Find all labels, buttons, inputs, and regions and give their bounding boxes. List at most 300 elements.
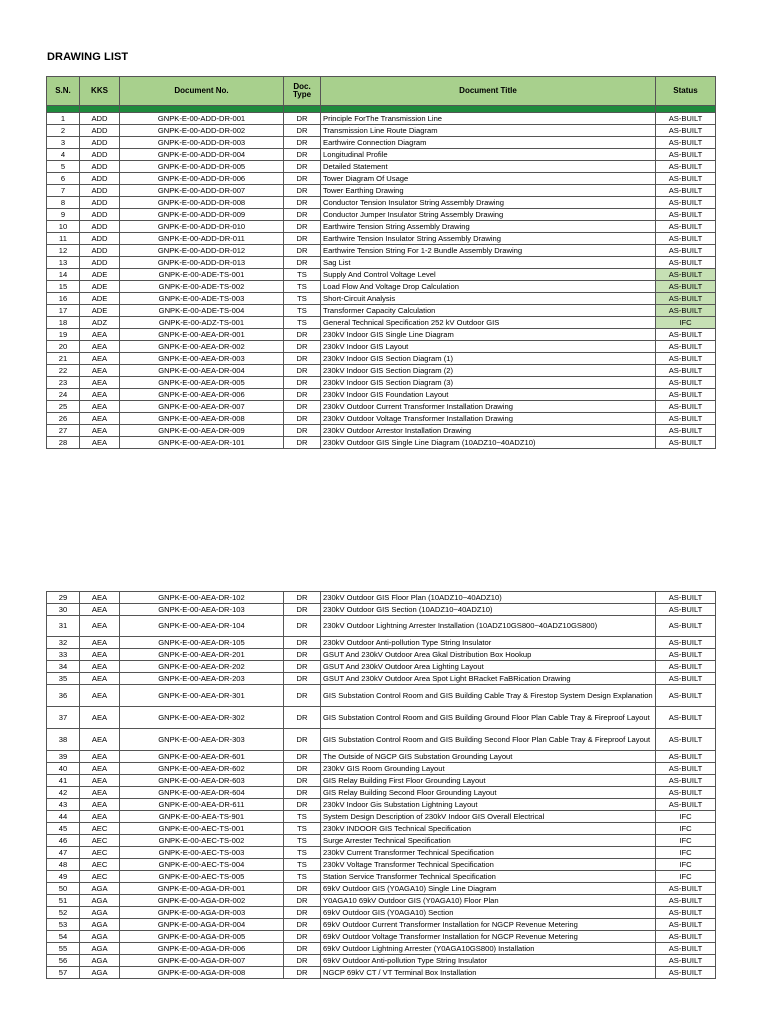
- cell-document-title: 230kV Current Transformer Technical Specification: [321, 847, 656, 859]
- cell-doc-type: DR: [284, 425, 321, 437]
- cell-doc-type: DR: [284, 221, 321, 233]
- cell-status: AS-BUILT: [656, 329, 716, 341]
- cell-status: AS-BUILT: [656, 377, 716, 389]
- table-row: [47, 955, 716, 967]
- table-row: [47, 125, 716, 137]
- cell-doc-type: DR: [284, 883, 321, 895]
- cell-sn: 8: [47, 197, 80, 209]
- cell-sn: 15: [47, 281, 80, 293]
- cell-sn: 2: [47, 125, 80, 137]
- cell-status: AS-BUILT: [656, 943, 716, 955]
- table-row: [47, 685, 716, 707]
- cell-sn: 38: [47, 729, 80, 751]
- cell-document-no: GNPK-E-00-AEA-DR-303: [120, 729, 284, 751]
- cell-document-title: GSUT And 230kV Outdoor Area Spot Light BRacket FaBRication Drawing: [321, 673, 656, 685]
- cell-document-title: Tower Earthing Drawing: [321, 185, 656, 197]
- cell-kks: AGA: [80, 895, 120, 907]
- table-row: [47, 943, 716, 955]
- cell-kks: AEA: [80, 811, 120, 823]
- cell-kks: AEC: [80, 823, 120, 835]
- table-row: [47, 919, 716, 931]
- cell-kks: ADD: [80, 257, 120, 269]
- cell-doc-type: DR: [284, 967, 321, 979]
- cell-doc-type: DR: [284, 955, 321, 967]
- cell-kks: AEA: [80, 341, 120, 353]
- cell-document-title: Earthwire Tension String Assembly Drawing: [321, 221, 656, 233]
- cell-sn: 26: [47, 413, 80, 425]
- cell-document-no: GNPK-E-00-AEA-DR-101: [120, 437, 284, 449]
- cell-kks: AEA: [80, 763, 120, 775]
- cell-document-no: GNPK-E-00-AEA-DR-009: [120, 425, 284, 437]
- cell-status: IFC: [656, 847, 716, 859]
- cell-document-title: Transmission Line Route Diagram: [321, 125, 656, 137]
- cell-document-no: GNPK-E-00-AEC-TS-002: [120, 835, 284, 847]
- cell-sn: 7: [47, 185, 80, 197]
- cell-document-title: Sag List: [321, 257, 656, 269]
- cell-sn: 12: [47, 245, 80, 257]
- cell-document-title: Earthwire Connection Diagram: [321, 137, 656, 149]
- cell-status: AS-BUILT: [656, 685, 716, 707]
- cell-doc-type: TS: [284, 269, 321, 281]
- table-row: [47, 811, 716, 823]
- cell-doc-type: DR: [284, 125, 321, 137]
- table-row: [47, 353, 716, 365]
- cell-document-no: GNPK-E-00-ADD-DR-005: [120, 161, 284, 173]
- cell-status: AS-BUILT: [656, 401, 716, 413]
- table-row: [47, 967, 716, 979]
- cell-kks: AEA: [80, 751, 120, 763]
- cell-kks: AEA: [80, 425, 120, 437]
- table-row: [47, 197, 716, 209]
- cell-kks: ADD: [80, 233, 120, 245]
- cell-doc-type: DR: [284, 377, 321, 389]
- cell-sn: 49: [47, 871, 80, 883]
- table-row: [47, 209, 716, 221]
- cell-status: AS-BUILT: [656, 137, 716, 149]
- cell-document-title: 69kV Outdoor Current Transformer Installation for NGCP Revenue Metering: [321, 919, 656, 931]
- table-row: [47, 365, 716, 377]
- cell-document-title: 230kV Outdoor Lightning Arrester Installation (10ADZ10GS800~40ADZ10GS800): [321, 616, 656, 637]
- cell-document-title: Earthwire Tension String For 1-2 Bundle Assembly Drawing: [321, 245, 656, 257]
- cell-sn: 1: [47, 113, 80, 125]
- cell-kks: AEA: [80, 787, 120, 799]
- cell-sn: 16: [47, 293, 80, 305]
- cell-document-title: Longitudinal Profile: [321, 149, 656, 161]
- cell-document-no: GNPK-E-00-AGA-DR-004: [120, 919, 284, 931]
- cell-document-no: GNPK-E-00-AEA-DR-005: [120, 377, 284, 389]
- cell-status: AS-BUILT: [656, 425, 716, 437]
- cell-doc-type: DR: [284, 616, 321, 637]
- table-row: [47, 592, 716, 604]
- cell-kks: ADE: [80, 281, 120, 293]
- cell-sn: 18: [47, 317, 80, 329]
- cell-status: AS-BUILT: [656, 775, 716, 787]
- table-row: [47, 859, 716, 871]
- page-title: DRAWING LIST: [47, 51, 129, 63]
- cell-kks: AEA: [80, 604, 120, 616]
- cell-doc-type: DR: [284, 919, 321, 931]
- cell-kks: AGA: [80, 967, 120, 979]
- cell-document-title: The Outside of NGCP GIS Substation Grounding Layout: [321, 751, 656, 763]
- cell-document-no: GNPK-E-00-AEA-DR-103: [120, 604, 284, 616]
- cell-document-title: Conductor Tension Insulator String Assembly Drawing: [321, 197, 656, 209]
- cell-document-no: GNPK-E-00-ADD-DR-002: [120, 125, 284, 137]
- cell-document-no: GNPK-E-00-ADD-DR-012: [120, 245, 284, 257]
- cell-doc-type: DR: [284, 592, 321, 604]
- cell-document-no: GNPK-E-00-AEA-DR-603: [120, 775, 284, 787]
- cell-doc-type: DR: [284, 137, 321, 149]
- cell-doc-type: DR: [284, 185, 321, 197]
- cell-status: AS-BUILT: [656, 919, 716, 931]
- cell-sn: 9: [47, 209, 80, 221]
- cell-kks: ADE: [80, 269, 120, 281]
- cell-status: AS-BUILT: [656, 245, 716, 257]
- cell-document-title: GIS Substation Control Room and GIS Building Second Floor Plan Cable Tray & Fireproof Layout: [321, 729, 656, 751]
- cell-status: AS-BUILT: [656, 437, 716, 449]
- table-row: [47, 401, 716, 413]
- cell-document-title: 230kV Outdoor Arrestor Installation Drawing: [321, 425, 656, 437]
- cell-kks: ADZ: [80, 317, 120, 329]
- cell-sn: 34: [47, 661, 80, 673]
- cell-sn: 52: [47, 907, 80, 919]
- cell-document-no: GNPK-E-00-ADD-DR-008: [120, 197, 284, 209]
- cell-kks: AEA: [80, 637, 120, 649]
- cell-document-title: GIS Substation Control Room and GIS Building Ground Floor Plan Cable Tray & Fireproof Layout: [321, 707, 656, 729]
- cell-doc-type: DR: [284, 149, 321, 161]
- cell-document-title: 69kV Outdoor GIS (Y0AGA10) Section: [321, 907, 656, 919]
- table-row: [47, 763, 716, 775]
- table-row: [47, 799, 716, 811]
- cell-document-title: NGCP 69kV CT / VT Terminal Box Installation: [321, 967, 656, 979]
- cell-sn: 37: [47, 707, 80, 729]
- cell-document-no: GNPK-E-00-AEA-DR-004: [120, 365, 284, 377]
- cell-kks: AEA: [80, 401, 120, 413]
- table-row: [47, 377, 716, 389]
- cell-status: AS-BUILT: [656, 637, 716, 649]
- cell-document-title: 69kV Outdoor Lightning Arrester (Y0AGA10GS800) Installation: [321, 943, 656, 955]
- cell-document-no: GNPK-E-00-AEA-DR-203: [120, 673, 284, 685]
- table-row: [47, 775, 716, 787]
- cell-status: AS-BUILT: [656, 221, 716, 233]
- cell-document-title: Detailed Statement: [321, 161, 656, 173]
- table-row: [47, 847, 716, 859]
- table-row: [47, 413, 716, 425]
- cell-status: AS-BUILT: [656, 185, 716, 197]
- cell-kks: AGA: [80, 943, 120, 955]
- cell-kks: AEC: [80, 871, 120, 883]
- cell-document-title: Station Service Transformer Technical Specification: [321, 871, 656, 883]
- cell-document-no: GNPK-E-00-ADD-DR-013: [120, 257, 284, 269]
- cell-document-title: 230kV Outdoor GIS Section (10ADZ10~40ADZ10): [321, 604, 656, 616]
- cell-kks: ADD: [80, 173, 120, 185]
- table-row: [47, 835, 716, 847]
- cell-document-no: GNPK-E-00-AEC-TS-001: [120, 823, 284, 835]
- table-row: [47, 329, 716, 341]
- table-row: [47, 895, 716, 907]
- cell-document-title: Earthwire Tension Insulator String Assembly Drawing: [321, 233, 656, 245]
- cell-status: AS-BUILT: [656, 931, 716, 943]
- table-row: [47, 305, 716, 317]
- cell-document-title: Y0AGA10 69kV Outdoor GIS (Y0AGA10) Floor Plan: [321, 895, 656, 907]
- table-row: [47, 389, 716, 401]
- cell-sn: 3: [47, 137, 80, 149]
- drawing-list-table-1: [46, 76, 716, 449]
- cell-status: AS-BUILT: [656, 661, 716, 673]
- cell-document-no: GNPK-E-00-ADD-DR-003: [120, 137, 284, 149]
- cell-status: AS-BUILT: [656, 707, 716, 729]
- cell-kks: AEC: [80, 847, 120, 859]
- cell-document-no: GNPK-E-00-AEA-DR-602: [120, 763, 284, 775]
- cell-document-no: GNPK-E-00-ADD-DR-010: [120, 221, 284, 233]
- cell-sn: 35: [47, 673, 80, 685]
- cell-document-title: Conductor Jumper Insulator String Assembly Drawing: [321, 209, 656, 221]
- table-2-body: [47, 592, 716, 979]
- cell-doc-type: DR: [284, 197, 321, 209]
- cell-sn: 53: [47, 919, 80, 931]
- table-row: [47, 604, 716, 616]
- cell-document-title: System Design Description of 230kV Indoor GIS Overall Electrical: [321, 811, 656, 823]
- cell-sn: 31: [47, 616, 80, 637]
- cell-doc-type: DR: [284, 729, 321, 751]
- cell-kks: AGA: [80, 883, 120, 895]
- cell-document-no: GNPK-E-00-ADE-TS-002: [120, 281, 284, 293]
- cell-status: AS-BUILT: [656, 649, 716, 661]
- cell-sn: 46: [47, 835, 80, 847]
- cell-document-title: 230kV Outdoor GIS Floor Plan (10ADZ10~40ADZ10): [321, 592, 656, 604]
- table-row: [47, 649, 716, 661]
- cell-document-no: GNPK-E-00-AEA-DR-611: [120, 799, 284, 811]
- cell-document-title: Surge Arrester Technical Specification: [321, 835, 656, 847]
- cell-doc-type: DR: [284, 799, 321, 811]
- cell-status: AS-BUILT: [656, 592, 716, 604]
- table-row: [47, 931, 716, 943]
- cell-kks: AEA: [80, 673, 120, 685]
- cell-doc-type: TS: [284, 281, 321, 293]
- cell-document-title: GIS Substation Control Room and GIS Building Cable Tray & Firestop System Design Explanation: [321, 685, 656, 707]
- cell-document-title: Load Flow And Voltage Drop Calculation: [321, 281, 656, 293]
- cell-status: AS-BUILT: [656, 604, 716, 616]
- cell-doc-type: DR: [284, 161, 321, 173]
- cell-doc-type: DR: [284, 329, 321, 341]
- cell-document-title: 230kV GIS Room Grounding Layout: [321, 763, 656, 775]
- cell-doc-type: DR: [284, 637, 321, 649]
- cell-kks: AEA: [80, 413, 120, 425]
- cell-kks: ADE: [80, 305, 120, 317]
- table-row: [47, 437, 716, 449]
- cell-document-no: GNPK-E-00-AEA-DR-104: [120, 616, 284, 637]
- cell-doc-type: TS: [284, 293, 321, 305]
- cell-status: AS-BUILT: [656, 281, 716, 293]
- cell-document-title: 230kV Outdoor GIS Single Line Diagram (10ADZ10~40ADZ10): [321, 437, 656, 449]
- cell-doc-type: DR: [284, 401, 321, 413]
- cell-doc-type: DR: [284, 365, 321, 377]
- cell-status: AS-BUILT: [656, 907, 716, 919]
- cell-document-title: 230kV Indoor GIS Foundation Layout: [321, 389, 656, 401]
- cell-document-title: 230kV Outdoor Voltage Transformer Installation Drawing: [321, 413, 656, 425]
- cell-kks: AEA: [80, 437, 120, 449]
- cell-sn: 28: [47, 437, 80, 449]
- cell-kks: ADD: [80, 125, 120, 137]
- table-row: [47, 137, 716, 149]
- cell-sn: 4: [47, 149, 80, 161]
- table-row: [47, 113, 716, 125]
- cell-status: AS-BUILT: [656, 353, 716, 365]
- cell-status: AS-BUILT: [656, 729, 716, 751]
- cell-status: AS-BUILT: [656, 293, 716, 305]
- table-row: [47, 707, 716, 729]
- cell-sn: 56: [47, 955, 80, 967]
- cell-kks: AEA: [80, 775, 120, 787]
- cell-sn: 30: [47, 604, 80, 616]
- cell-doc-type: DR: [284, 775, 321, 787]
- cell-doc-type: DR: [284, 257, 321, 269]
- cell-document-title: 230kV Outdoor Anti-pollution Type String Insulator: [321, 637, 656, 649]
- cell-document-no: GNPK-E-00-AEC-TS-004: [120, 859, 284, 871]
- cell-sn: 41: [47, 775, 80, 787]
- cell-document-no: GNPK-E-00-ADD-DR-006: [120, 173, 284, 185]
- cell-doc-type: DR: [284, 707, 321, 729]
- cell-sn: 10: [47, 221, 80, 233]
- cell-sn: 55: [47, 943, 80, 955]
- cell-sn: 25: [47, 401, 80, 413]
- cell-status: IFC: [656, 811, 716, 823]
- cell-document-no: GNPK-E-00-AEA-DR-601: [120, 751, 284, 763]
- cell-kks: ADD: [80, 113, 120, 125]
- cell-document-no: GNPK-E-00-AEA-DR-001: [120, 329, 284, 341]
- cell-kks: ADD: [80, 245, 120, 257]
- cell-doc-type: DR: [284, 787, 321, 799]
- cell-status: AS-BUILT: [656, 341, 716, 353]
- cell-doc-type: DR: [284, 763, 321, 775]
- table-row: [47, 161, 716, 173]
- cell-kks: ADD: [80, 185, 120, 197]
- cell-sn: 23: [47, 377, 80, 389]
- cell-kks: AEA: [80, 799, 120, 811]
- cell-kks: AGA: [80, 931, 120, 943]
- cell-doc-type: TS: [284, 811, 321, 823]
- cell-document-title: GIS Relay Building First Floor Grounding Layout: [321, 775, 656, 787]
- cell-status: AS-BUILT: [656, 149, 716, 161]
- cell-doc-type: DR: [284, 661, 321, 673]
- cell-sn: 42: [47, 787, 80, 799]
- cell-kks: AEA: [80, 661, 120, 673]
- cell-doc-type: TS: [284, 835, 321, 847]
- cell-doc-type: DR: [284, 113, 321, 125]
- cell-status: AS-BUILT: [656, 173, 716, 185]
- cell-doc-type: DR: [284, 353, 321, 365]
- cell-doc-type: DR: [284, 685, 321, 707]
- cell-kks: AEC: [80, 859, 120, 871]
- cell-document-title: 230kV Indoor GIS Section Diagram (2): [321, 365, 656, 377]
- cell-document-no: GNPK-E-00-AEA-DR-202: [120, 661, 284, 673]
- cell-sn: 21: [47, 353, 80, 365]
- cell-status: AS-BUILT: [656, 125, 716, 137]
- cell-status: AS-BUILT: [656, 967, 716, 979]
- cell-status: AS-BUILT: [656, 233, 716, 245]
- cell-document-no: GNPK-E-00-ADD-DR-001: [120, 113, 284, 125]
- cell-kks: AGA: [80, 907, 120, 919]
- table-row: [47, 293, 716, 305]
- cell-kks: AEA: [80, 616, 120, 637]
- cell-document-title: 230kV Indoor GIS Single Line Diagram: [321, 329, 656, 341]
- cell-sn: 48: [47, 859, 80, 871]
- cell-sn: 33: [47, 649, 80, 661]
- cell-document-title: GIS Relay Building Second Floor Grounding Layout: [321, 787, 656, 799]
- cell-sn: 27: [47, 425, 80, 437]
- cell-doc-type: DR: [284, 233, 321, 245]
- col-header-kks: KKS: [80, 77, 120, 106]
- cell-kks: AEC: [80, 835, 120, 847]
- cell-sn: 22: [47, 365, 80, 377]
- cell-status: AS-BUILT: [656, 955, 716, 967]
- cell-kks: AEA: [80, 729, 120, 751]
- cell-status: AS-BUILT: [656, 365, 716, 377]
- cell-sn: 20: [47, 341, 80, 353]
- cell-status: IFC: [656, 859, 716, 871]
- cell-doc-type: TS: [284, 847, 321, 859]
- cell-status: AS-BUILT: [656, 209, 716, 221]
- cell-sn: 57: [47, 967, 80, 979]
- cell-doc-type: DR: [284, 751, 321, 763]
- cell-document-no: GNPK-E-00-ADE-TS-001: [120, 269, 284, 281]
- col-header-status: Status: [656, 77, 716, 106]
- cell-doc-type: TS: [284, 305, 321, 317]
- cell-doc-type: TS: [284, 859, 321, 871]
- cell-status: IFC: [656, 835, 716, 847]
- table-row: [47, 257, 716, 269]
- cell-kks: AEA: [80, 592, 120, 604]
- table-row: [47, 637, 716, 649]
- cell-document-title: Short-Circuit Analysis: [321, 293, 656, 305]
- table-row: [47, 341, 716, 353]
- cell-doc-type: DR: [284, 895, 321, 907]
- cell-sn: 6: [47, 173, 80, 185]
- table-row: [47, 673, 716, 685]
- cell-document-title: Supply And Control Voltage Level: [321, 269, 656, 281]
- cell-sn: 17: [47, 305, 80, 317]
- header-row: [47, 77, 716, 106]
- cell-sn: 54: [47, 931, 80, 943]
- cell-document-no: GNPK-E-00-AEA-DR-604: [120, 787, 284, 799]
- col-header-document-no: Document No.: [120, 77, 284, 106]
- cell-sn: 11: [47, 233, 80, 245]
- cell-doc-type: DR: [284, 245, 321, 257]
- cell-document-title: 69kV Outdoor Voltage Transformer Installation for NGCP Revenue Metering: [321, 931, 656, 943]
- table-row: [47, 787, 716, 799]
- cell-status: AS-BUILT: [656, 269, 716, 281]
- cell-kks: AEA: [80, 353, 120, 365]
- cell-status: AS-BUILT: [656, 389, 716, 401]
- cell-kks: AEA: [80, 377, 120, 389]
- cell-kks: ADD: [80, 197, 120, 209]
- cell-kks: AEA: [80, 707, 120, 729]
- cell-sn: 24: [47, 389, 80, 401]
- table-row: [47, 425, 716, 437]
- cell-document-title: 230kV Indoor GIS Section Diagram (1): [321, 353, 656, 365]
- table-row: [47, 907, 716, 919]
- cell-kks: AGA: [80, 955, 120, 967]
- table-1-body: [47, 113, 716, 449]
- cell-sn: 19: [47, 329, 80, 341]
- cell-status: AS-BUILT: [656, 883, 716, 895]
- cell-kks: AEA: [80, 685, 120, 707]
- cell-doc-type: TS: [284, 317, 321, 329]
- table-row: [47, 871, 716, 883]
- cell-document-no: GNPK-E-00-AEC-TS-003: [120, 847, 284, 859]
- cell-kks: AEA: [80, 389, 120, 401]
- cell-status: AS-BUILT: [656, 763, 716, 775]
- cell-status: AS-BUILT: [656, 197, 716, 209]
